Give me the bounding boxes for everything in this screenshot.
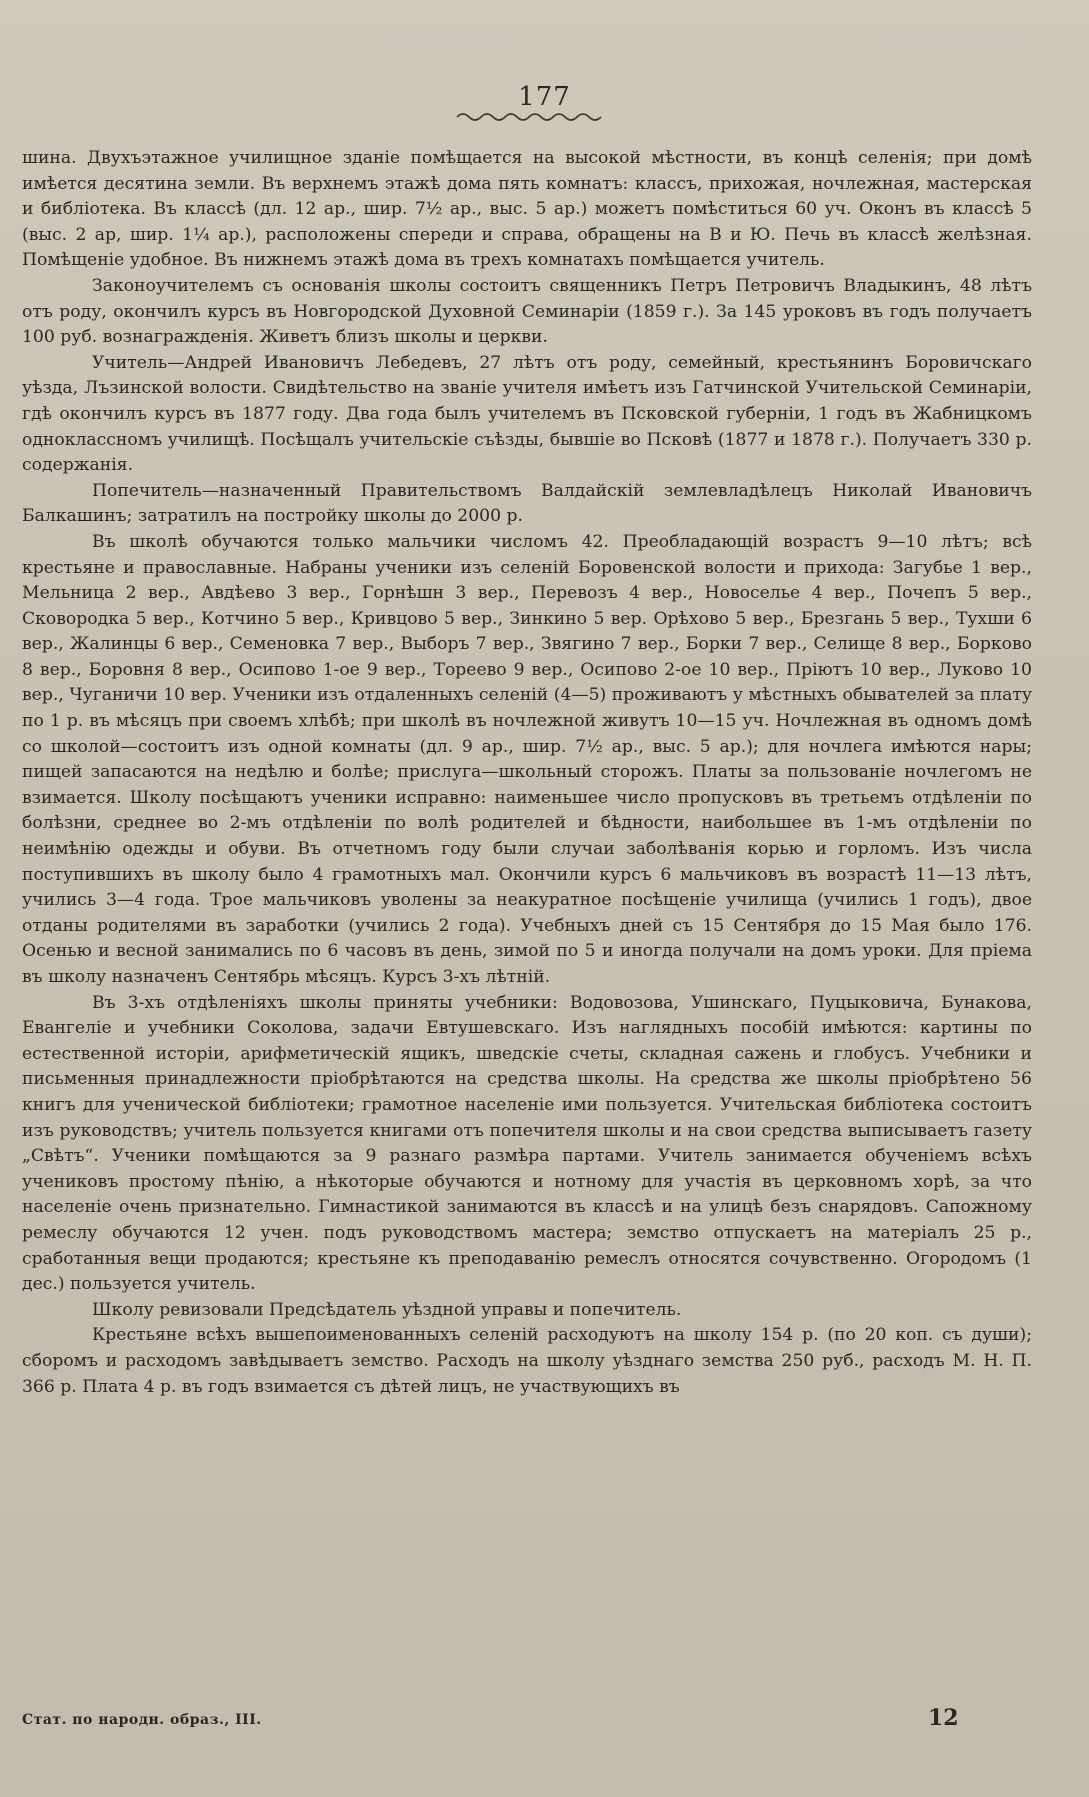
paragraph-school-building: шина. Двухъэтажное училищное зданіе помѣщается на высокой мѣстности, въ концѣ селенія; при домѣ имѣется десятина земли. Въ верхнемъ этажѣ дома пять комнатъ: классъ, прихожая, ночлежная, мастерская и библіотека. Въ классѣ (дл. 12 ар., шир. 7½ ар., выс. 5 ар.) можетъ помѣститься 60 уч. Оконъ въ классѣ 5 (выс. 2 ар, шир. 1¼ ар.), расположены спереди и справа, обращены на В и Ю. Печь въ классѣ желѣзная. Помѣщеніе удобное. Въ нижнемъ этажѣ дома въ трехъ комнатахъ помѣщается учитель. [22, 148, 1032, 271]
paragraph-teacher: Учитель—Андрей Ивановичъ Лебедевъ, 27 лѣтъ отъ роду, семейный, крестьянинъ Боровичскаго уѣзда, Лъзинской волости. Свидѣтельство на званіе учителя имѣетъ изъ Гатчинской Учительской Семинаріи, гдѣ окончилъ курсъ въ 1877 году. Два года былъ учителемъ въ Псковской губерніи, 1 годъ въ Жабницкомъ одноклассномъ училищѣ. Посѣщалъ учительскіе съѣзды, бывшіе во Псковѣ (1877 и 1878 г.). Получаетъ 330 р. содержанія. [22, 352, 1032, 476]
body-text [22, 146, 1032, 1400]
paragraph-inspection: Школу ревизовали Предсѣдатель уѣздной управы и попечитель. [92, 1299, 682, 1320]
wavy-rule-ornament [455, 110, 605, 124]
paragraph-expenses: Крестьяне всѣхъ вышепоименованныхъ селеній расходуютъ на школу 154 р. (по 20 коп. съ души); сборомъ и расходомъ завѣдываетъ земство. Расходъ на школу уѣзднаго земства 250 руб., расходъ М. Н. П. 366 р. Плата 4 р. въ годъ взимается съ дѣтей лицъ, не участвующихъ въ [22, 1325, 1032, 1397]
footer-signature: 12 [928, 1705, 959, 1731]
page-number: 177 [518, 82, 571, 112]
paragraph-pupils: Въ школѣ обучаются только мальчики числомъ 42. Преобладающій возрастъ 9—10 лѣтъ; всѣ крестьяне и православные. Набраны ученики изъ селеній Боровенской волости и прихода: Загубье 1 вер., Мельница 2 вер., Авдѣево 3 вер., Горнѣшн 3 вер., Перевозъ 4 вер., Новоселье 4 вер., Почепъ 5 вер., Сковородка 5 вер., Котчино 5 вер., Кривцово 5 вер., Зинкино 5 вер. Орѣхово 5 вер., Брезгань 5 вер., Тухши 6 вер., Жалинцы 6 вер., Семеновка 7 вер., Выборъ 7 вер., Звягино 7 вер., Борки 7 вер., Селище 8 вер., Борково 8 вер., Боровня 8 вер., Осипово 1-ое 9 вер., Тореево 9 вер., Осипово 2-ое 10 вер., Пріютъ 10 вер., Луково 10 вер., Чуганичи 10 вер. Ученики изъ отдаленныхъ селеній (4—5) проживаютъ у мѣстныхъ обывателей за плату по 1 р. въ мѣсяцъ при своемъ хлѣбѣ; при школѣ въ ночлежной живутъ 10—15 уч. Ночлежная въ одномъ домѣ со школой—состоитъ изъ одной комнаты (дл. 9 ар., шир. 7½ ар., выс. 5 ар.); для ночлега имѣются нары; пищей запасаются на недѣлю и болѣе; прислуга—школьный сторожъ. Платы за пользованіе ночлегомъ не взимается. Школу посѣщаютъ ученики исправно: наименьшее число пропусковъ въ третьемъ отдѣленіи по болѣзни, среднее во 2-мъ отдѣленіи по волѣ родителей и бѣдности, наибольшее въ 1-мъ отдѣленіи по неимѣнію одежды и обуви. Въ отчетномъ году были случаи заболѣванія корью и горломъ. Изъ числа поступившихъ въ школу было 4 грамотныхъ мал. Окончили курсъ 6 мальчиковъ въ возрастѣ 11—13 лѣтъ, учились 3—4 года. Трое мальчиковъ уволены за неакуратное посѣщеніе училища (учились 1 годъ), двое отданы родителями въ заработки (учились 2 года). Учебныхъ дней съ 15 Сентября до 15 Мая было 176. Осенью и весной занимались по 6 часовъ въ день, зимой по 5 и иногда получали на домъ уроки. Для пріема въ школу назначенъ Сентябрь мѣсяцъ. Курсъ 3-хъ лѣтній. [22, 531, 1032, 987]
paragraph-textbooks: Въ 3-хъ отдѣленіяхъ школы приняты учебники: Водовозова, Ушинскаго, Пуцыковича, Бунакова, Евангеліе и учебники Соколова, задачи Евтушевскаго. Изъ наглядныхъ пособій имѣются: картины по естественной исторіи, арифметическій ящикъ, шведскіе счеты, складная сажень и глобусъ. Учебники и письменныя принадлежности пріобрѣтаются на средства школы. На средства же школы пріобрѣтено 56 книгъ для ученической библіотеки; грамотное населеніе ими пользуется. Учительская библіотека состоитъ изъ руководствъ; учитель пользуется книгами отъ попечителя школы и на свои средства выписываетъ газету „Свѣтъ“. Ученики помѣщаются за 9 разнаго размѣра партами. Учитель занимается обученіемъ всѣхъ учениковъ простому пѣнію, а нѣкоторые обучаются и нотному для участія въ церковномъ хорѣ, за что населеніе очень признательно. Гимнастикой занимаются въ классѣ и на улицѣ безъ снарядовъ. Сапожному ремеслу обучаются 12 учен. подъ руководствомъ мастера; земство отпускаетъ на матеріалъ 25 р., сработанныя вещи продаются; крестьяне къ преподаванію ремеслъ относятся сочувственно. Огородомъ (1 дес.) пользуется учитель. [22, 992, 1032, 1295]
paragraph-trustee: Попечитель—назначенный Правительствомъ Валдайскій землевладѣлецъ Николай Ивановичъ Балкашинъ; затратилъ на постройку школы до 2000 р. [22, 480, 1032, 527]
footer-source: Стат. по народн. образ., III. [22, 1712, 262, 1728]
paragraph-religion-teacher: Законоучителемъ съ основанія школы состоитъ священникъ Петръ Петровичъ Владыкинъ, 48 лѣтъ отъ роду, окончилъ курсъ въ Новгородской Духовной Семинаріи (1859 г.). За 145 уроковъ въ годъ получаетъ 100 руб. вознагражденія. Живетъ близъ школы и церкви. [22, 275, 1032, 348]
